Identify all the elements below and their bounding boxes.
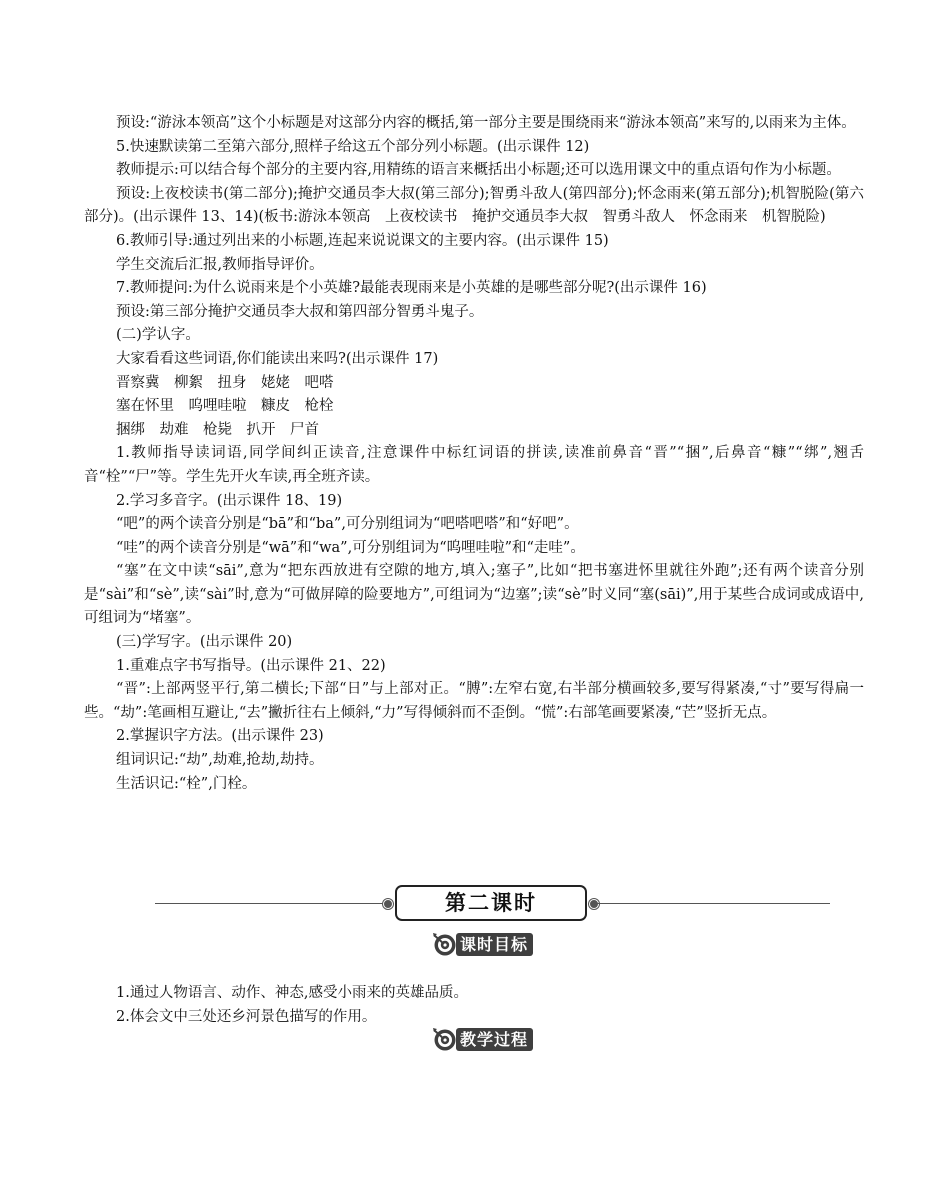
section-divider xyxy=(155,884,830,924)
paragraph: 教师提示:可以结合每个部分的主要内容,用精练的语言来概括出小标题;还可以选用课文中的重点语句作为小标题。 xyxy=(116,162,841,179)
paragraph: 生活识记:“栓”,门栓。 xyxy=(116,775,257,792)
paragraph: 2.掌握识字方法。(出示课件 23) xyxy=(116,728,324,745)
paragraph: 1.教师指导读词语,同学间纠正读音,注意课件中标红词语的拼读,读准前鼻音“晋”“捆”,后鼻音“糠”“绑”,翘舌音“栓”“尸”等。学生先开火车读,再全班齐读。 xyxy=(84,445,864,485)
paragraph: “晋”:上部两竖平行,第二横长;下部“日”与上部对正。“膊”:左窄右宽,右半部分横画较多,要写得紧凑,“寸”要写得扁一些。“劫”:笔画相互避让,“去”撇折往右上倾斜,“力”写得倾斜而不歪倒。“慌”:右部笔画要紧凑,“芒”竖折无点。 xyxy=(84,681,864,721)
divider-line-right xyxy=(595,903,830,904)
paragraph: 预设:第三部分掩护交通员李大叔和第四部分智勇斗鬼子。 xyxy=(116,303,484,320)
paragraph: “哇”的两个读音分别是“wā”和“wa”,可分别组词为“呜哩哇啦”和“走哇”。 xyxy=(116,539,585,556)
paragraph: 1.重难点字书写指导。(出示课件 21、22) xyxy=(116,657,386,674)
section-title: 第二课时 xyxy=(395,885,587,921)
objective-item: 1.通过人物语言、动作、神态,感受小雨来的英雄品质。 xyxy=(116,985,468,1001)
paragraph: 预设:上夜校读书(第二部分);掩护交通员李大叔(第三部分);智勇斗敌人(第四部分);怀念雨来(第五部分);机智脱险(第六部分)。(出示课件 13、14)(板书:游泳本领高 上夜校读书 掩护交通员李大叔 智勇斗敌人 怀念雨来 机智脱险) xyxy=(84,185,864,226)
paragraph: 2.学习多音字。(出示课件 18、19) xyxy=(116,492,343,509)
subheading: (二)学认字。 xyxy=(116,327,200,344)
lesson-body xyxy=(84,112,864,796)
subheading: (三)学写字。(出示课件 20) xyxy=(116,634,293,651)
divider-dot-right xyxy=(589,899,599,909)
paragraph: 6.教师引导:通过列出来的小标题,连起来说说课文的主要内容。(出示课件 15) xyxy=(116,232,609,249)
divider-line-left xyxy=(155,903,387,904)
objectives-badge-label: 课时目标 xyxy=(456,933,533,956)
word-list-row: 晋察冀 柳絮 扭身 姥姥 吧嗒 xyxy=(116,374,334,391)
paragraph: 7.教师提问:为什么说雨来是个小英雄?最能表现雨来是小英雄的是哪些部分呢?(出示课件 16) xyxy=(116,280,707,297)
process-badge-label: 教学过程 xyxy=(456,1028,533,1051)
paragraph: 学生交流后汇报,教师指导评价。 xyxy=(116,256,324,273)
objectives-badge xyxy=(432,932,533,957)
objective-item: 2.体会文中三处还乡河景色描写的作用。 xyxy=(116,1008,377,1025)
paragraph: “塞”在文中读“sāi”,意为“把东西放进有空隙的地方,填入;塞子”,比如“把书塞进怀里就往外跑”;还有两个读音分别是“sài”和“sè”,读“sài”时,意为“可做屏障的险要地方”,可组词为“边塞”;读“sè”时义同“塞(sāi)”,用于某些合成词或成语中,可组词为“堵塞”。 xyxy=(84,563,864,627)
objectives-list xyxy=(84,982,864,1029)
paragraph: 预设:“游泳本领高”这个小标题是对这部分内容的概括,第一部分主要是围绕雨来“游泳本领高”来写的,以雨来为主体。 xyxy=(116,115,856,131)
word-list-row: 捆绑 劫难 枪毙 扒开 尸首 xyxy=(116,421,319,438)
paragraph: 大家看看这些词语,你们能读出来吗?(出示课件 17) xyxy=(116,350,439,367)
word-list-row: 塞在怀里 呜哩哇啦 糠皮 枪栓 xyxy=(116,398,334,415)
paragraph: “吧”的两个读音分别是“bā”和“ba”,可分别组词为“吧嗒吧嗒”和“好吧”。 xyxy=(116,516,579,533)
paragraph: 5.快速默读第二至第六部分,照样子给这五个部分列小标题。(出示课件 12) xyxy=(116,138,590,155)
paragraph: 组词识记:“劫”,劫难,抢劫,劫持。 xyxy=(116,752,324,769)
process-badge xyxy=(432,1027,533,1052)
divider-dot-left xyxy=(383,899,393,909)
